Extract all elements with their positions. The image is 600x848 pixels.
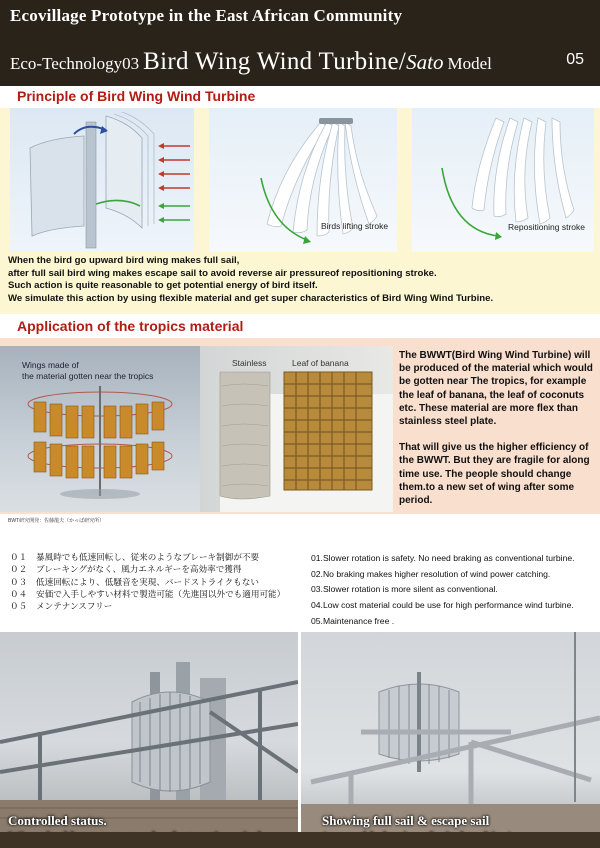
- material-description: [399, 349, 595, 507]
- feature-item-jp: ０２ ブレーキングがなく、風力エネルギーを高効率で獲得: [10, 564, 242, 575]
- caption-right-line1: Showing full sail & escape sail: [322, 813, 490, 828]
- title-italic: Sato: [406, 50, 444, 74]
- rooftop-turbine-scene-right: [301, 632, 600, 832]
- principle-line: We simulate this action by using flexible material and get super characteristics of Bird Wing Wind Turbine.: [8, 292, 494, 304]
- principle-description: [8, 255, 593, 305]
- feature-item-en: 04.Low cost material could be use for high performance wind turbine.: [311, 600, 574, 611]
- banana-leaf-label: Leaf of banana: [292, 358, 349, 368]
- section2-heading: Application of the tropics material: [10, 316, 590, 338]
- wings-label-line2: the material gotten near the tropics: [22, 371, 154, 381]
- wings-label-line1: Wings made of: [22, 360, 79, 370]
- title-suffix: Model: [447, 54, 492, 73]
- controlled-status-photo: [0, 632, 298, 832]
- repositioning-stroke-label: Repositioning stroke: [508, 222, 586, 232]
- wing-turbine-render: [0, 346, 200, 512]
- turbine-diagram-panel: [10, 108, 194, 252]
- principle-line: Such action is quite reasonable to get potential energy of bird itself.: [8, 280, 318, 292]
- feature-item-en: 05.Maintenance free .: [311, 615, 395, 626]
- document-title: [10, 48, 492, 76]
- principle-line: after full sail bird wing makes escape sail to avoid reverse air pressureof repositioning stroke.: [8, 267, 437, 279]
- feature-item-jp: ０１ 暴風時でも低速回転し、従来のようなブレーキ制御が不要: [10, 552, 260, 562]
- full-sail-escape-sail-photo: [301, 632, 600, 832]
- feature-item-en: 02.No braking makes higher resolution of wind power catching.: [311, 568, 551, 579]
- caption-left-line1: Controlled status.: [8, 813, 107, 828]
- turbine-wing-illustration: [10, 108, 194, 252]
- features-english: [311, 551, 575, 630]
- repositioning-stroke-illustration: [412, 108, 594, 252]
- feature-item-en: 01.Slower rotation is safety. No need braking as conventional turbine.: [311, 553, 575, 563]
- material-paragraph-1: The BWWT(Bird Wing Wind Turbine) will be produced of the material which would be gotten near The tropics, for example the leaf of banana, the leaf of coconuts etc. These material are more flex than stainless steel plate.: [399, 350, 593, 428]
- repositioning-stroke-panel: [412, 108, 594, 252]
- material-samples-render: [200, 346, 393, 512]
- title-main: Bird Wing Wind Turbine/: [143, 48, 407, 75]
- page-number: 05: [566, 51, 584, 68]
- feature-item-en: 03.Slower rotation is more silent as conventional.: [311, 584, 498, 595]
- lifting-stroke-panel: [209, 108, 397, 252]
- feature-item-jp: ０５ メンテナンスフリー: [10, 601, 113, 612]
- rooftop-turbine-scene-left: [0, 632, 298, 832]
- footer-bar: [0, 832, 600, 848]
- page-header: [0, 0, 600, 86]
- lifting-stroke-illustration: [209, 108, 397, 252]
- lifting-stroke-label: Birds lifting stroke: [321, 221, 389, 231]
- feature-item-jp: ０４ 安価で入手しやすい材料で製造可能（先進国以外でも適用可能）: [10, 588, 286, 599]
- material-samples-photo: [200, 346, 393, 512]
- feature-item-jp: ０３ 低速回転により、低騒音を実現、バードストライクもない: [10, 576, 259, 587]
- features-japanese: [10, 551, 285, 612]
- series-label: Eco-Technology03: [10, 54, 140, 73]
- material-paragraph-2: That will give us the higher efficiency of the BWWT. But they are fragile for along time use. The people should change them.to a new set of wing after some period.: [399, 442, 590, 507]
- stainless-label: Stainless: [232, 358, 267, 368]
- section1-heading: Principle of Bird Wing Wind Turbine: [10, 86, 590, 108]
- tropics-wing-turbine-photo: [0, 346, 200, 512]
- principle-line: When the bird go upward bird wing makes full sail,: [8, 255, 240, 266]
- document-supertitle: Ecovillage Prototype in the East African Community: [10, 6, 403, 25]
- research-credit: BWT研究開発：佐藤龍夫（かっぱ研究所）: [8, 518, 105, 524]
